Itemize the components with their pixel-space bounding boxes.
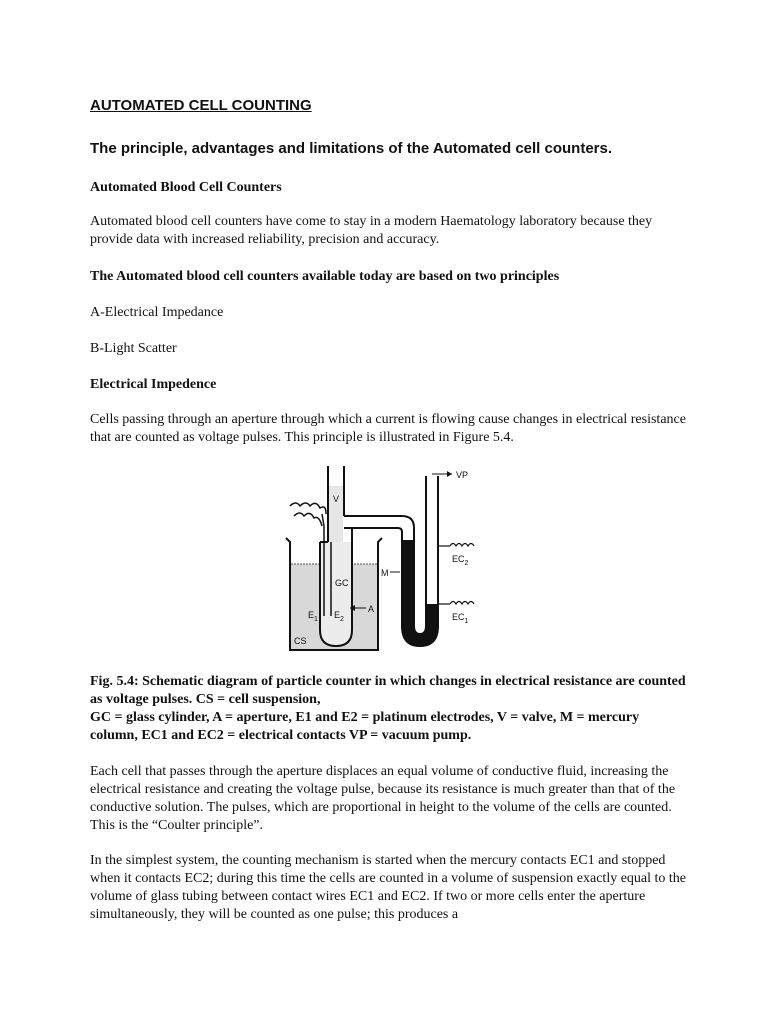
figure-caption-line2: GC = glass cylinder, A = aperture, E1 and E2 = platinum electrodes, V = valve, M = mercury column, EC1 and EC2 = electrical contacts VP = vacuum pump. (90, 710, 640, 743)
principles-heading: The Automated blood cell counters available today are based on two principles (90, 269, 560, 284)
principle-a: A-Electrical Impedance (90, 305, 224, 320)
label-ec1-main: EC (452, 612, 465, 622)
figure-particle-counter-diagram (280, 466, 590, 656)
label-gc: GC (335, 578, 349, 588)
label-e1-sub: 1 (314, 616, 318, 623)
principle-b: B-Light Scatter (90, 341, 177, 356)
label-cs: CS (294, 636, 307, 646)
label-e2-main: E (334, 610, 341, 620)
mercury-column (402, 540, 438, 646)
ec2-coil (450, 544, 474, 547)
label-ec2-sub: 2 (464, 560, 469, 567)
label-ec1-sub: 1 (464, 618, 469, 625)
label-vp: VP (456, 470, 469, 480)
vp-arrowhead (447, 471, 452, 477)
label-e2-sub: 2 (340, 616, 344, 623)
electrode-wire-link (322, 514, 324, 526)
electrode-wire-coil-2 (294, 513, 322, 526)
counting-mechanism-paragraph: In the simplest system, the counting mechanism is started when the mercury contacts EC1 and stopped when it contacts EC2; during this time the cells are counted in a volume of suspension exactly equal to the volume of glass tubing between contact wires EC1 and EC2. If two or more cells enter the aperture simultaneously, they will be counted as one pulse; this produces a (90, 853, 687, 922)
section-heading-electrical-impedence: Electrical Impedence (90, 377, 217, 392)
label-v: V (333, 494, 340, 504)
glass-cylinder (320, 542, 352, 646)
electrode-wire-coil-1 (290, 503, 326, 514)
section-heading-automated-counters: Automated Blood Cell Counters (90, 180, 282, 195)
label-a: A (368, 604, 375, 614)
document-title: AUTOMATED CELL COUNTING (90, 97, 312, 114)
label-e1-main: E (308, 610, 315, 620)
ec1-coil (450, 602, 474, 605)
figure-caption-line1: Fig. 5.4: Schematic diagram of particle counter in which changes in electrical resistance are counted as voltage pulses. CS = cell suspension, (90, 674, 686, 707)
u-tube-inner (414, 476, 426, 634)
label-ec2 (452, 554, 469, 567)
label-ec2-main: EC (452, 554, 465, 564)
label-m: M (381, 568, 389, 578)
impedance-paragraph: Cells passing through an aperture through which a current is flowing cause changes in electrical resistance that are counted as voltage pulses. This principle is illustrated in Figure 5.4. (90, 412, 686, 445)
diagram-svg (280, 466, 590, 656)
coulter-principle-paragraph: Each cell that passes through the aperture displaces an equal volume of conductive fluid, increasing the electrical resistance and creating the voltage pulse, because its resistance is much greater than that of the conductive solution. The pulses, which are proportional in height to the volume of the cells are counted. This is the “Coulter principle”. (90, 764, 676, 833)
document-subtitle: The principle, advantages and limitations of the Automated cell counters. (90, 140, 613, 157)
label-ec1 (452, 612, 469, 625)
intro-paragraph: Automated blood cell counters have come to stay in a modern Haematology laboratory because they provide data with increased reliability, precision and accuracy. (90, 214, 653, 247)
